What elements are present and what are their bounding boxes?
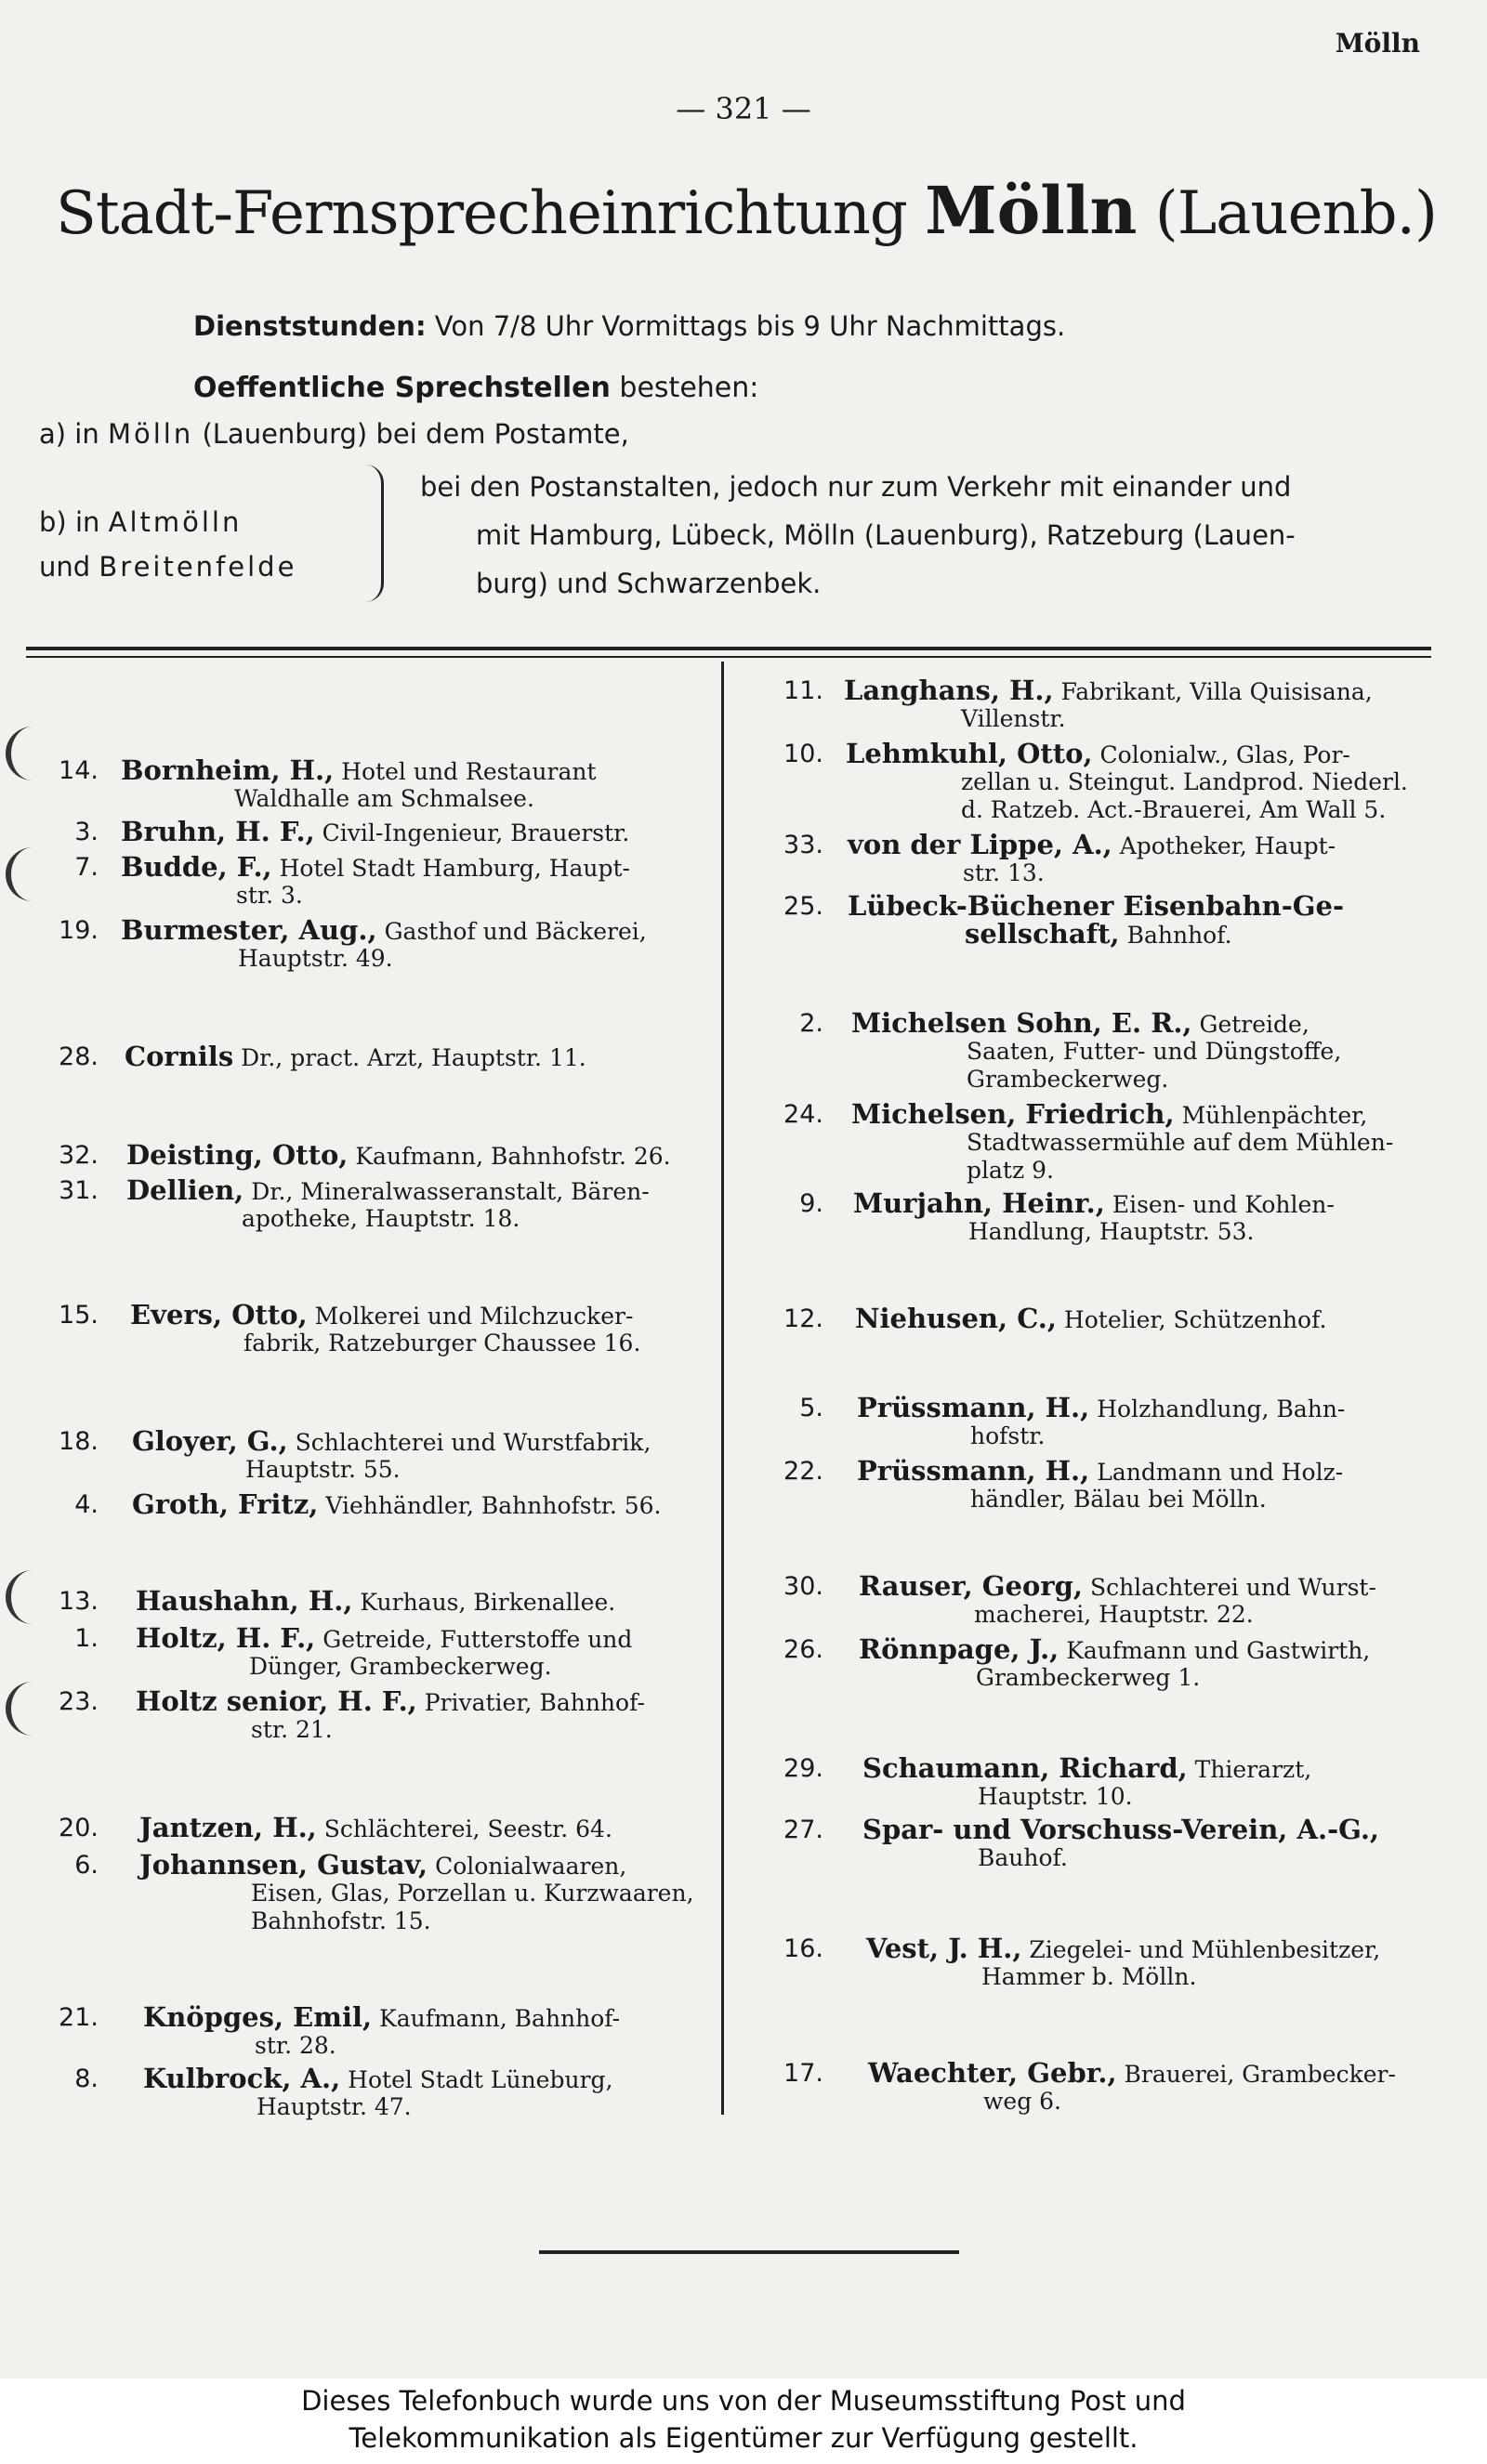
- entry-continuation: händler, Bälau bei Mölln.: [970, 1486, 1267, 1513]
- page-title: [56, 172, 1437, 249]
- station-b-description: [420, 463, 1403, 608]
- entry-text: Eisen- und Kohlen-: [1112, 1191, 1335, 1218]
- entry-number: 11.: [783, 676, 823, 705]
- entry-text: Thierarzt,: [1194, 1756, 1312, 1783]
- entry-name: Evers, Otto,: [130, 1299, 308, 1330]
- public-stations-text: bestehen:: [619, 372, 759, 404]
- entry-continuation: Grambeckerweg 1.: [976, 1664, 1201, 1691]
- entry-continuation: Handlung, Hauptstr. 53.: [968, 1218, 1255, 1245]
- station-b-desc-line1: bei den Postanstalten, jedoch nur zum Verkehr mit einander und: [420, 471, 1292, 503]
- entry-text: Hotelier, Schützenhof.: [1063, 1306, 1327, 1333]
- entry-text: Kaufmann, Bahnhof-: [379, 2005, 621, 2032]
- entry-name: Gloyer, G.,: [132, 1425, 288, 1457]
- ownership-footer: [0, 2379, 1487, 2464]
- entry-text: Getreide, Futterstoffe und: [322, 1626, 633, 1653]
- entry-number: 33.: [783, 831, 823, 859]
- entry-continuation: Hauptstr. 47.: [257, 2093, 412, 2120]
- entry-continuation: apotheke, Hauptstr. 18.: [242, 1205, 520, 1232]
- title-suffix: (Lauenb.): [1154, 179, 1437, 248]
- entry-number: 23.: [59, 1687, 99, 1716]
- station-a-place: Mölln: [107, 418, 194, 450]
- entry-text: Apotheker, Haupt-: [1119, 832, 1336, 859]
- service-hours-label: Dienststunden:: [193, 310, 427, 342]
- margin-mark: [6, 1682, 35, 1736]
- entry-number: 15.: [59, 1301, 99, 1330]
- entry-text: Mühlenpächter,: [1181, 1102, 1368, 1129]
- entry-name: Rauser, Georg,: [859, 1570, 1083, 1602]
- entry-name: Holtz senior, H. F.,: [136, 1685, 417, 1717]
- entry-name: Waechter, Gebr.,: [868, 2057, 1117, 2089]
- entry-text: Kaufmann, Bahnhofstr. 26.: [355, 1143, 671, 1170]
- entry-continuation: Waldhalle am Schmalsee.: [234, 785, 534, 812]
- entry-name: Cornils: [125, 1041, 234, 1072]
- entry-number: 17.: [783, 2059, 823, 2088]
- entry-name: Lehmkuhl, Otto,: [846, 738, 1093, 769]
- entry-name: Knöpges, Emil,: [143, 2001, 373, 2033]
- station-b-prefix: b) in: [39, 506, 100, 538]
- entry-name: Schaumann, Richard,: [862, 1752, 1188, 1784]
- entry-text: Molkerei und Milchzucker-: [314, 1303, 634, 1330]
- entry-continuation: Eisen, Glas, Porzellan u. Kurzwaaren,: [251, 1880, 694, 1907]
- entry-text: Colonialw., Glas, Por-: [1099, 741, 1350, 768]
- entry-continuation: fabrik, Ratzeburger Chaussee 16.: [243, 1330, 641, 1357]
- entry-number: 18.: [59, 1427, 99, 1456]
- entry-continuation: str. 28.: [255, 2032, 336, 2059]
- entry-number: 28.: [59, 1042, 99, 1071]
- entry-name: Vest, J. H.,: [866, 1933, 1022, 1964]
- entry-text: Dr., pract. Arzt, Hauptstr. 11.: [241, 1044, 586, 1071]
- entry-number: 24.: [783, 1100, 823, 1129]
- entry-number: 20.: [59, 1814, 99, 1842]
- entry-name: Prüssmann, H.,: [857, 1455, 1090, 1487]
- entry-number: 19.: [59, 916, 99, 945]
- margin-mark: [6, 1570, 35, 1624]
- footer-line1: Dieses Telefonbuch wurde uns von der Museumsstiftung Post und: [301, 2385, 1186, 2417]
- entry-continuation: platz 9.: [967, 1157, 1054, 1184]
- station-b-line1: [39, 500, 296, 544]
- entry-number: 16.: [783, 1934, 823, 1963]
- entry-name: Prüssmann, H.,: [857, 1392, 1090, 1423]
- entry-text: Ziegelei- und Mühlenbesitzer,: [1029, 1936, 1381, 1963]
- entry-number: 4.: [74, 1490, 99, 1519]
- entry-name: Lübeck-Büchener Eisenbahn-Ge-: [848, 890, 1345, 922]
- header-rule-thin: [26, 656, 1431, 658]
- entry-number: 26.: [783, 1635, 823, 1664]
- entry-number: 22.: [783, 1457, 823, 1486]
- entry-name: Kulbrock, A.,: [143, 2063, 341, 2094]
- entry-name: Budde, F.,: [121, 851, 272, 883]
- entry-number: 9.: [799, 1189, 823, 1218]
- entry-text: Privatier, Bahnhof-: [424, 1689, 645, 1716]
- entry-name: Jantzen, H.,: [139, 1812, 317, 1843]
- entry-text: Landmann und Holz-: [1097, 1459, 1344, 1486]
- entry-continuation: str. 13.: [963, 859, 1045, 886]
- entry-text: Colonialwaaren,: [435, 1853, 627, 1880]
- entry-continuation: Saaten, Futter- und Düngstoffe,: [967, 1038, 1342, 1065]
- entry-number: 8.: [74, 2064, 99, 2093]
- entry-name: Spar- und Vorschuss-Verein, A.-G.,: [862, 1814, 1380, 1845]
- entry-number: 30.: [783, 1572, 823, 1601]
- entry-text: Hotel und Restaurant: [341, 758, 597, 785]
- entry-name: Johannsen, Gustav,: [139, 1849, 428, 1881]
- entry-name: Dellien,: [126, 1174, 244, 1206]
- entry-text: Brauerei, Grambecker-: [1124, 2061, 1396, 2088]
- entry-name: Michelsen Sohn, E. R.,: [851, 1007, 1192, 1039]
- entry-number: 3.: [74, 818, 99, 846]
- public-stations-label: Oeffentliche Sprechstellen: [193, 372, 611, 404]
- station-b-desc-line2: mit Hamburg, Lübeck, Mölln (Lauenburg), Ratzeburg (Lauen-: [476, 519, 1296, 551]
- entry-continuation: Hauptstr. 55.: [245, 1456, 401, 1483]
- title-prefix: Stadt-Fernsprecheinrichtung: [56, 179, 907, 248]
- entry-continuation: macherei, Hauptstr. 22.: [974, 1601, 1254, 1628]
- page-number: — 321 —: [676, 91, 811, 126]
- entry-name: Holtz, H. F.,: [136, 1622, 316, 1654]
- service-hours-text: Von 7/8 Uhr Vormittags bis 9 Uhr Nachmittags.: [434, 310, 1066, 342]
- entry-number: 10.: [783, 740, 823, 768]
- station-a-text: (Lauenburg) bei dem Postamte,: [202, 418, 629, 450]
- entry-continuation: Villenstr.: [961, 705, 1066, 732]
- entry-text: Civil-Ingenieur, Brauerstr.: [322, 819, 630, 846]
- entry-continuation: str. 21.: [251, 1716, 333, 1743]
- entry-text: Schlächterei, Seestr. 64.: [323, 1815, 612, 1842]
- entry-text: Gasthof und Bäckerei,: [384, 918, 647, 945]
- station-a-prefix: a) in: [39, 418, 99, 450]
- entry-number: 5.: [799, 1394, 823, 1422]
- entry-number: 29.: [783, 1754, 823, 1783]
- footer-line2: Telekommunikation als Eigentümer zur Verfügung gestellt.: [349, 2422, 1138, 2454]
- entry-name: Bornheim, H.,: [121, 754, 335, 786]
- entry-number: 7.: [74, 853, 99, 882]
- entry-name: Deisting, Otto,: [126, 1139, 349, 1171]
- station-b-place1: Altmölln: [108, 506, 243, 538]
- entry-continuation: Hauptstr. 10.: [978, 1783, 1133, 1810]
- running-head: Mölln: [1335, 28, 1420, 59]
- entry-name: Niehusen, C.,: [855, 1303, 1057, 1334]
- entry-continuation: Grambeckerweg.: [967, 1066, 1169, 1093]
- entry-name: von der Lippe, A.,: [848, 829, 1112, 860]
- bottom-rule: [539, 2250, 959, 2254]
- entry-number: 32.: [59, 1141, 99, 1170]
- entry-name: Murjahn, Heinr.,: [853, 1187, 1105, 1219]
- header-rule: [26, 647, 1431, 650]
- entry-continuation: sellschaft,: [965, 918, 1120, 950]
- entry-continuation: Dünger, Grambeckerweg.: [249, 1653, 552, 1680]
- station-b-conj: und: [39, 551, 91, 583]
- entry-text: Holzhandlung, Bahn-: [1097, 1396, 1346, 1422]
- entry-number: 6.: [74, 1851, 99, 1880]
- column-divider: [721, 662, 724, 2115]
- service-hours: [193, 310, 1065, 342]
- entry-continuation: Bahnhofstr. 15.: [251, 1907, 431, 1934]
- title-city: Mölln: [925, 172, 1138, 249]
- entry-text: Kurhaus, Birkenallee.: [360, 1589, 616, 1616]
- entry-continuation: Hammer b. Mölln.: [981, 1963, 1197, 1990]
- station-b-desc-line3: burg) und Schwarzenbek.: [476, 568, 822, 599]
- entry-continuation: weg 6.: [983, 2088, 1061, 2115]
- entry-continuation: d. Ratzeb. Act.-Brauerei, Am Wall 5.: [961, 796, 1387, 823]
- entry-continuation: zellan u. Steingut. Landprod. Niederl.: [961, 768, 1408, 795]
- entry-text: Schlachterei und Wurst-: [1089, 1574, 1376, 1601]
- entry-text: Hotel Stadt Lüneburg,: [348, 2066, 613, 2093]
- station-b-line2: [39, 544, 296, 589]
- entry-text: Viehhändler, Bahnhofstr. 56.: [325, 1492, 662, 1519]
- entry-name: Burmester, Aug.,: [121, 914, 377, 946]
- entry-continuation: Bauhof.: [978, 1844, 1068, 1871]
- entry-continuation: hofstr.: [970, 1422, 1046, 1449]
- entry-continuation-suffix: Bahnhof.: [1126, 922, 1232, 949]
- entry-number: 31.: [59, 1176, 99, 1205]
- entry-number: 13.: [59, 1587, 99, 1616]
- entry-name: Michelsen, Friedrich,: [851, 1098, 1175, 1130]
- station-b-places: [39, 500, 296, 589]
- entry-continuation: Hauptstr. 49.: [238, 945, 393, 972]
- entry-name: Langhans, H.,: [844, 675, 1054, 706]
- entry-number: 14.: [59, 756, 99, 785]
- entry-name: Rönnpage, J.,: [859, 1633, 1059, 1665]
- entry-number: 12.: [783, 1304, 823, 1333]
- entry-number: 25.: [783, 892, 823, 921]
- station-a: [39, 418, 629, 450]
- entry-name: Bruhn, H. F.,: [121, 816, 315, 847]
- entry-number: 2.: [799, 1009, 823, 1038]
- entry-number: 1.: [74, 1624, 99, 1653]
- entry-text: Kaufmann und Gastwirth,: [1066, 1637, 1371, 1664]
- entry-name: Groth, Fritz,: [132, 1488, 319, 1520]
- station-b-place2: Breitenfelde: [99, 551, 297, 583]
- curly-brace: [364, 465, 384, 602]
- entry-number: 21.: [59, 2003, 99, 2032]
- entry-text: Getreide,: [1199, 1011, 1309, 1038]
- entry-continuation: str. 3.: [236, 882, 303, 909]
- public-stations-heading: [193, 372, 758, 404]
- entry-text: Schlachterei und Wurstfabrik,: [295, 1429, 651, 1456]
- entry-text: Dr., Mineralwasseranstalt, Bären-: [251, 1178, 650, 1205]
- entry-continuation: Stadtwassermühle auf dem Mühlen-: [967, 1129, 1394, 1156]
- entry-name: Haushahn, H.,: [136, 1585, 353, 1617]
- margin-mark: [6, 847, 35, 901]
- entry-text: Hotel Stadt Hamburg, Haupt-: [279, 855, 631, 882]
- entry-number: 27.: [783, 1815, 823, 1844]
- margin-mark: [6, 727, 35, 780]
- entry-text: Fabrikant, Villa Quisisana,: [1060, 678, 1373, 705]
